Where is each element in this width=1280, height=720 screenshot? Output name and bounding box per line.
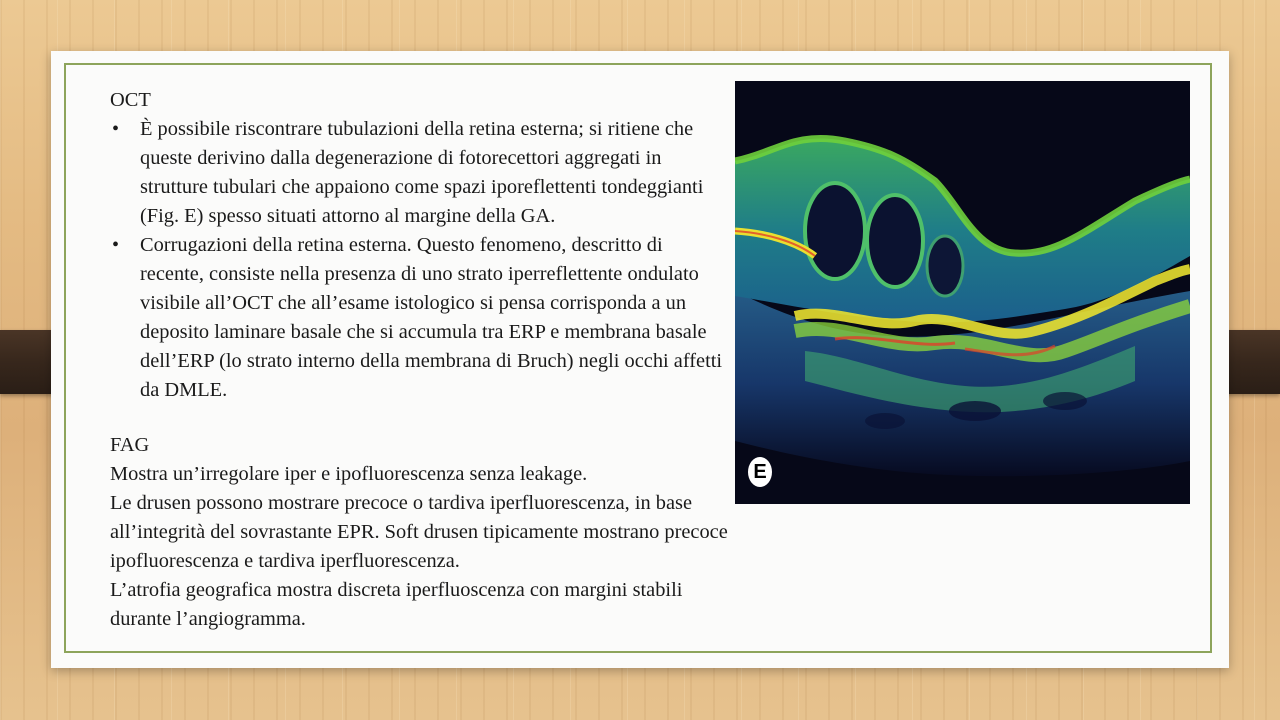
slide-frame	[64, 63, 1212, 653]
oct-scan-image	[735, 81, 1190, 504]
figure-label-e: E	[748, 457, 772, 487]
oct-bullet-list	[110, 115, 730, 405]
oct-heading: OCT	[110, 89, 151, 111]
fag-heading: FAG	[110, 434, 150, 456]
fag-paragraph-3: L’atrofia geografica mostra discreta iperfluoscenza con margini stabili durante l’angiogramma.	[110, 579, 683, 630]
text-column	[110, 86, 730, 634]
bullet-corrugations: • Corrugazioni della retina esterna. Questo fenomeno, descritto di recente, consiste nella presenza di uno strato iperreflettente ondulato visibile all’OCT che all’esame istologico si pensa corrisponda a un deposito laminare basale che si accumula tra ERP e membrana basale dell’ERP (lo strato interno della membrana di Bruch) negli occhi affetti da DMLE.	[110, 231, 730, 405]
oct-scan-graphic	[735, 81, 1190, 504]
fag-paragraph-1: Mostra un’irregolare iper e ipofluorescenza senza leakage.	[110, 463, 588, 485]
slide-paper	[51, 51, 1229, 668]
fag-paragraph-2: Le drusen possono mostrare precoce o tardiva iperfluorescenza, in base all’integrità del sovrastante EPR. Soft drusen tipicamente mostrano precoce ipofluorescenza e tardiva iperfluorescenza.	[110, 492, 728, 572]
bullet-tubulations: • È possibile riscontrare tubulazioni della retina esterna; si ritiene che queste derivino dalla degenerazione di fotorecettori aggregati in strutture tubulari che appaiono come spazi iporeflettenti tondeggianti (Fig. E) spesso situati attorno al margine della GA.	[110, 115, 730, 231]
